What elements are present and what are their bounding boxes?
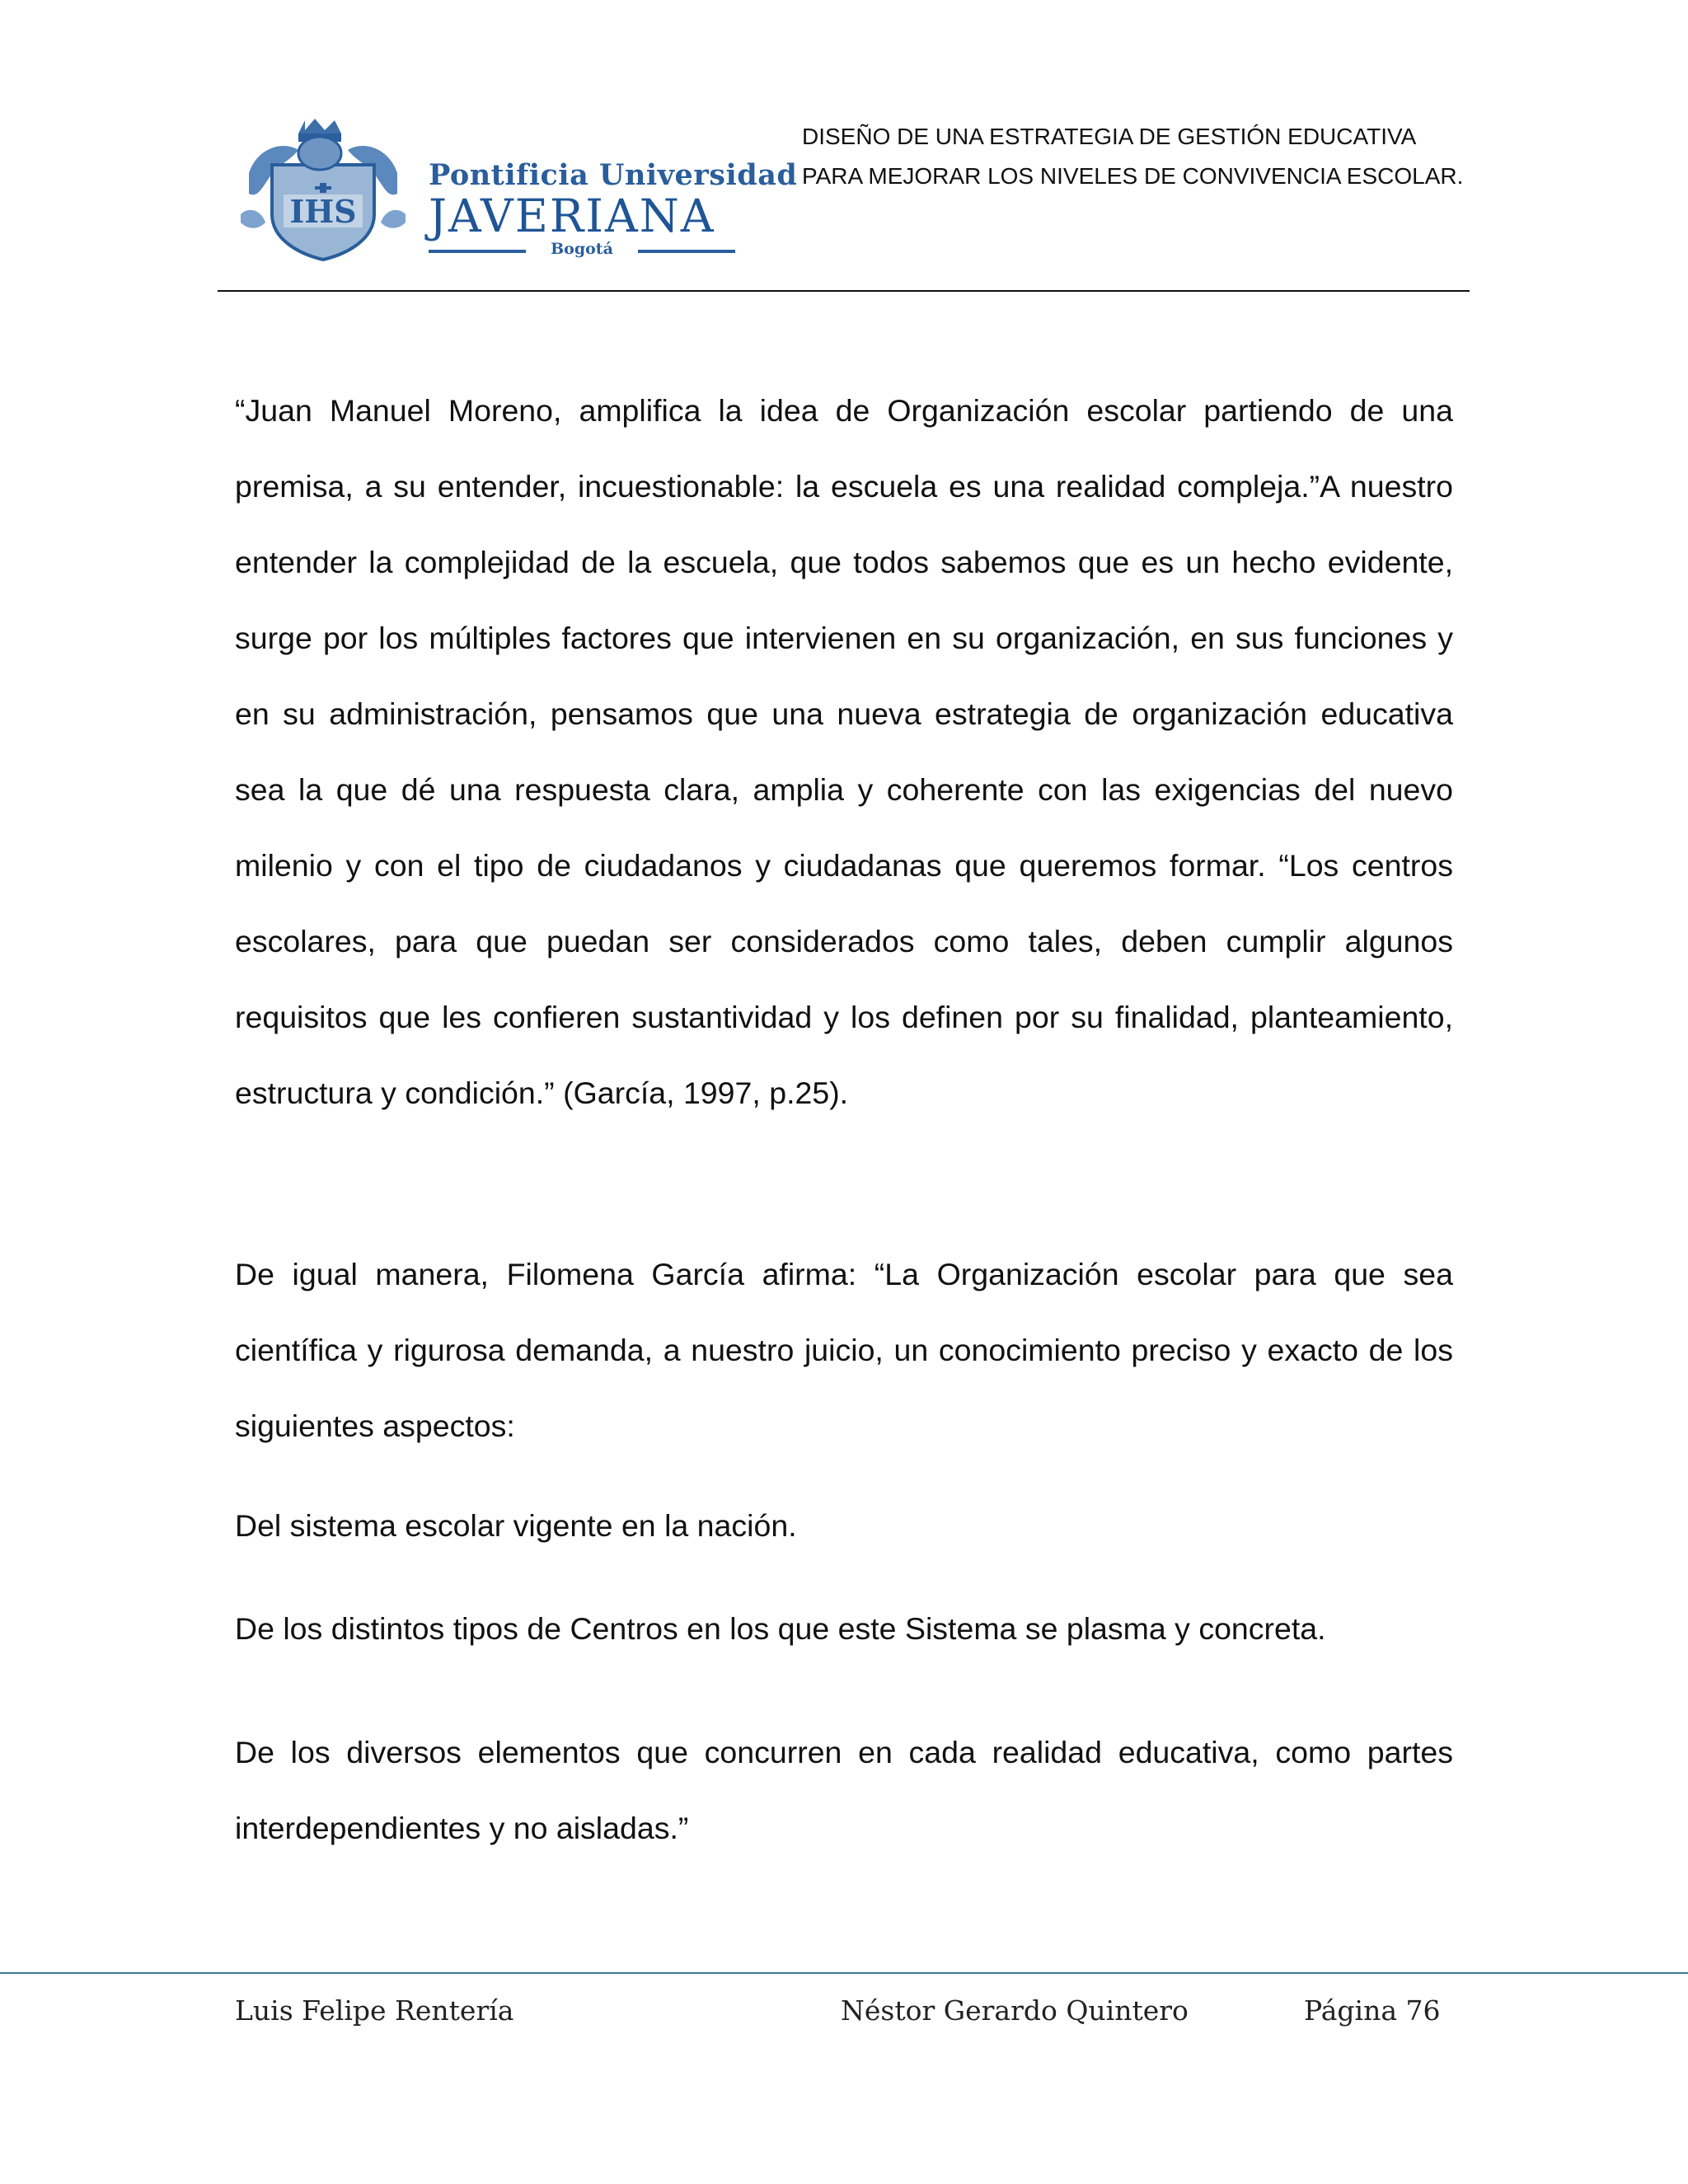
paragraph-2: De igual manera, Filomena García afirma: “La Organización escolar para que sea científica y rigurosa demanda, a nuestro juicio, un conocimiento preciso y exacto de los siguientes aspectos:	[235, 1257, 1453, 1443]
logo-line-pontificia: Pontificia Universidad	[429, 158, 798, 192]
paragraph-1: “Juan Manuel Moreno, amplifica la idea de Organización escolar partiendo de una premisa, a su entender, incuestionable: la escuela es una realidad compleja.”A nuestro entender la complejidad de la escuela, que todos sabemos que es un hecho evidente, surge por los múltiples factores que intervienen en su organización, en sus funciones y en su administración, pensamos que una nueva estrategia de organización educativa sea la que dé una respuesta clara, amplia y coherente con las exigencias del nuevo milenio y con el tipo de ciudadanos y ciudadanas que queremos formar. “Los centros escolares, para que puedan ser considerados como tales, deben cumplir algunos requisitos que les confieren sustantividad y los definen por su finalidad, planteamiento, estructura y condición.” (García, 1997, p.25).	[235, 393, 1453, 1110]
logo-line-bogota: Bogotá	[429, 240, 735, 258]
footer-divider	[0, 1972, 1688, 1974]
svg-text:IHS: IHS	[289, 193, 357, 230]
header-title-line-2: PARA MEJORAR LOS NIVELES DE CONVIVENCIA ESCOLAR.	[802, 163, 1464, 189]
university-logo	[232, 115, 798, 264]
logo-wordmark	[429, 158, 798, 258]
header-divider	[218, 290, 1470, 292]
header-title-line-1: DISEÑO DE UNA ESTRATEGIA DE GESTIÓN EDUCATIVA	[802, 124, 1417, 149]
javeriana-crest-icon	[232, 115, 414, 264]
running-header	[802, 117, 1494, 196]
aspect-item-3: De los diversos elementos que concurren en cada realidad educativa, como partes interdependientes y no aisladas.”	[235, 1735, 1453, 1845]
page-number: Página 76	[1304, 1994, 1441, 2027]
footer-author-2: Néstor Gerardo Quintero	[841, 1994, 1189, 2027]
logo-line-javeriana: JAVERIANA	[429, 190, 715, 242]
aspect-item-1: Del sistema escolar vigente en la nación.	[235, 1508, 797, 1543]
footer-author-1: Luis Felipe Rentería	[235, 1994, 514, 2027]
aspect-item-2: De los distintos tipos de Centros en los que este Sistema se plasma y concreta.	[235, 1611, 1326, 1646]
